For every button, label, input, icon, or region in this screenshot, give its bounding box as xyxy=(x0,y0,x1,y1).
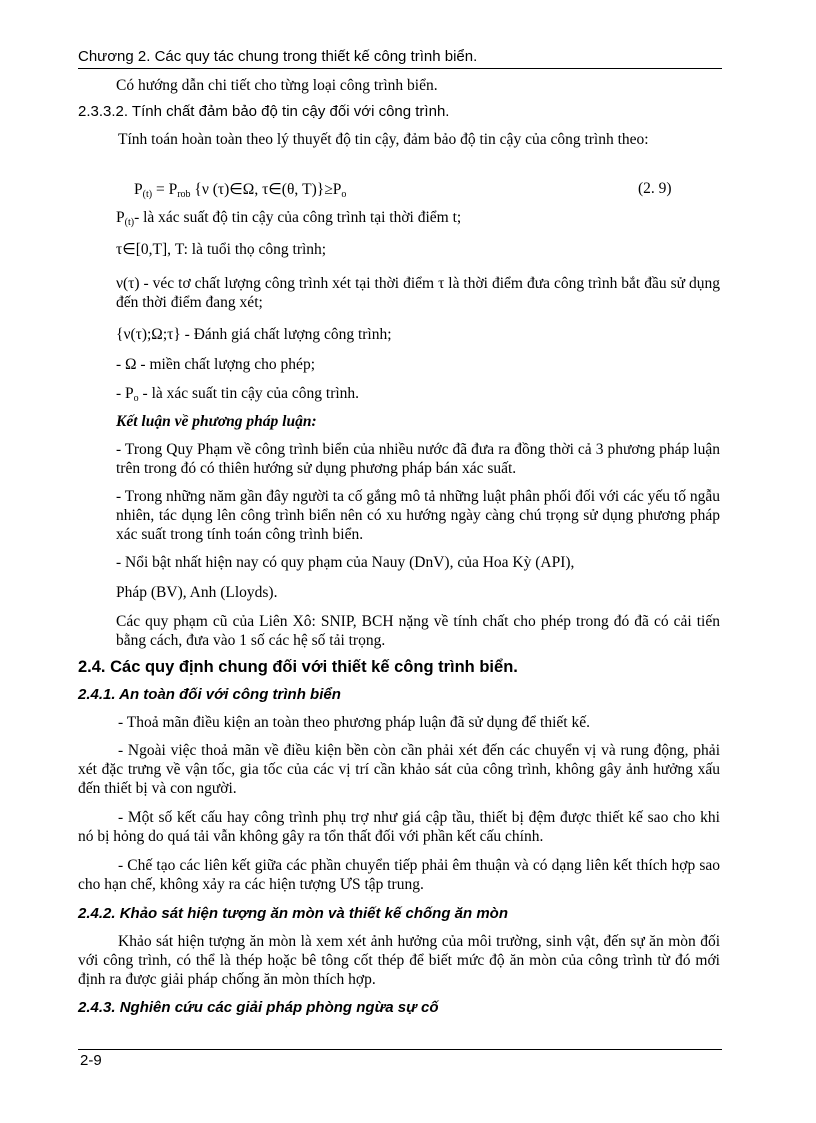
intro-line: Có hướng dẫn chi tiết cho từng loại công trình biển. xyxy=(116,77,438,94)
calc-paragraph: Tính toán hoàn toàn theo lý thuyết độ tin cậy, đảm bảo độ tin cậy của công trình theo: xyxy=(118,131,649,148)
formula: $P_{(t)} = P_{rob}$ {ν (τ)∈Ω, τ∈(θ, $T)\}\ge P_o$ xyxy=(134,181,347,200)
page-number: 2-9 xyxy=(80,1052,102,1069)
definition-tau: τ∈[0,T], T: là tuổi thọ công trình; xyxy=(116,241,327,258)
definition-po: - $P_o$ - là xác suất tin cậy của công trình. xyxy=(116,385,360,404)
conclusion-heading: Kết luận về phương pháp luận: xyxy=(116,413,317,430)
conclusion-item-1: - Trong Quy Phạm về công trình biển của nhiều nước đã đưa ra đồng thời cả 3 phương pháp luận trên trong đó có thiên hướng sử dụng phương pháp bán xác suất. xyxy=(116,441,720,477)
formula-number: (2. 9) xyxy=(638,180,672,197)
heading-2-3-3-2: 2.3.3.2. Tính chất đảm bảo độ tin cậy đối với công trình. xyxy=(78,103,450,120)
heading-2-4-2: 2.4.2. Khảo sát hiện tượng ăn mòn và thiết kế chống ăn mòn xyxy=(78,905,509,922)
conclusion-item-3: - Nổi bật nhất hiện nay có quy phạm của Nauy (DnV), của Hoa Kỳ (API), xyxy=(116,554,575,571)
definition-omega: - Ω - miền chất lượng cho phép; xyxy=(116,356,315,373)
safety-item-2: - Ngoài việc thoả mãn về điều kiện bền còn cần phải xét đến các chuyển vị và rung động, phải xét đặc trưng về vận tốc, gia tốc của các vị trí cần khảo sát của công trình, không gây ảnh hưởng xấu đến thiết bị và con người. xyxy=(78,742,720,797)
safety-item-4: - Chế tạo các liên kết giữa các phần chuyển tiếp phải êm thuận và có dạng liên kết thích hợp sao cho hạn chế, không xảy ra các hiện tượng ƯS tập trung. xyxy=(78,857,720,893)
heading-2-4-3: 2.4.3. Nghiên cứu các giải pháp phòng ngừa sự cố xyxy=(78,999,439,1016)
corrosion-paragraph: Khảo sát hiện tượng ăn mòn là xem xét ảnh hưởng của môi trường, sinh vật, đến sự ăn mòn đối với công trình, có thể là thép hoặc bê tông cốt thép để biết mức độ ăn mòn của công trình từ đó mới định ra được giải pháp chống ăn mòn thích hợp. xyxy=(78,933,720,988)
safety-item-3: - Một số kết cấu hay công trình phụ trợ như giá cập tầu, thiết bị đệm được thiết kế sao cho khi nó bị hỏng do quá tải vẫn không gây ra tổn thất đối với phần kết cấu chính. xyxy=(78,809,720,845)
safety-item-1: - Thoả mãn điều kiện an toàn theo phương pháp luận đã sử dụng để thiết kế. xyxy=(118,714,590,731)
conclusion-item-3b: Pháp (BV), Anh (Lloyds). xyxy=(116,584,278,601)
conclusion-item-4: Các quy phạm cũ của Liên Xô: SNIP, BCH nặng về tính chất cho phép trong đó đã có cải tiến bằng cách, đưa vào 1 số các hệ số tải trọng. xyxy=(116,613,720,649)
definition-p: $P_{(t)}-$ là xác suất độ tin cậy của công trình tại thời điểm t; xyxy=(116,209,462,228)
footer-rule xyxy=(78,1049,722,1050)
heading-2-4-1: 2.4.1. An toàn đối với công trình biển xyxy=(78,686,341,703)
heading-2-4: 2.4. Các quy định chung đối với thiết kế công trình biển. xyxy=(78,658,518,676)
page-header: Chương 2. Các quy tác chung trong thiết kế công trình biển. xyxy=(78,48,478,65)
definition-set: {ν(τ);Ω;τ} - Đánh giá chất lượng công trình; xyxy=(116,326,392,343)
definition-v: ν(τ) - véc tơ chất lượng công trình xét tại thời điểm τ là thời điểm đưa công trình bắt đầu sử dụng đến thời điểm đang xét; xyxy=(116,275,720,311)
conclusion-item-2: - Trong những năm gần đây người ta cố gắng mô tả những luật phân phối đối với các yếu tố ngẫu nhiên, tác dụng lên công trình biển nên có xu hướng ngày càng chú trọng sử dụng phương pháp xác suất trong tính toán công trình biển. xyxy=(116,488,720,543)
header-rule xyxy=(78,68,722,69)
